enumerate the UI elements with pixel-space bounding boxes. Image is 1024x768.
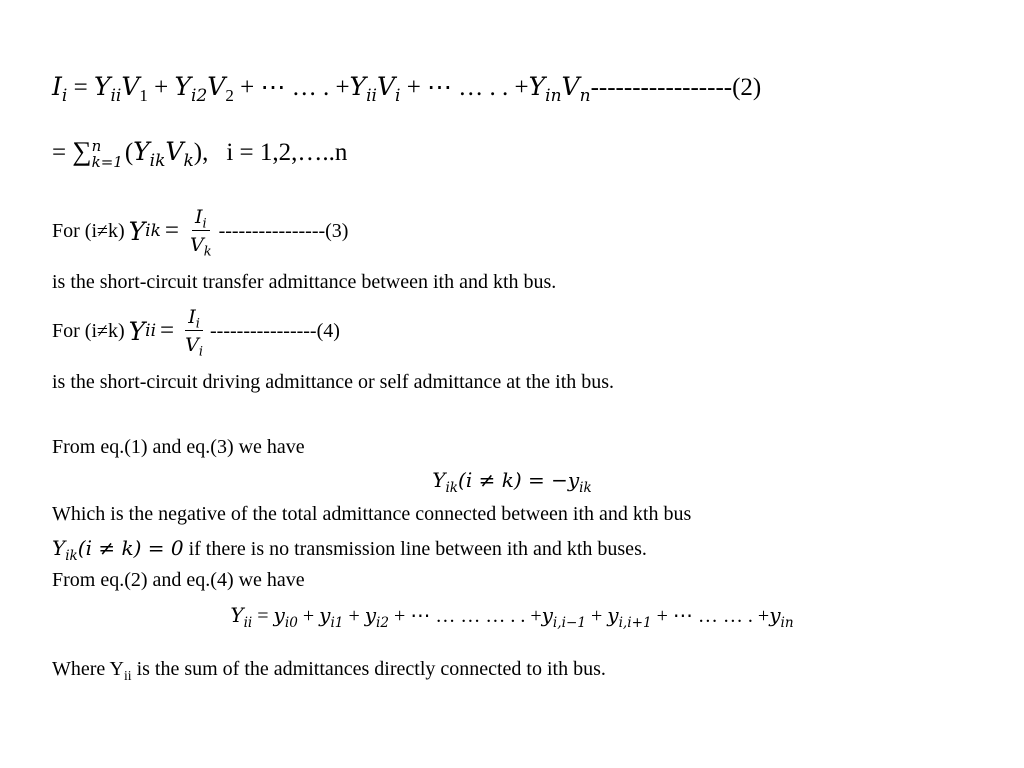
eq2-term3: Y: [349, 72, 367, 101]
eq3-prefix: For (i≠k): [52, 219, 125, 242]
eq4-tag: ----------------(4): [210, 319, 340, 342]
eq5-y2-sub: ik: [579, 479, 592, 496]
eq7-p1: +: [297, 605, 320, 627]
eq7-d-sub: i,i−1: [552, 614, 586, 631]
sum-y-sub: ik: [149, 150, 166, 171]
eq6-y-sub: ik: [65, 547, 78, 564]
sum-lower: k=1: [91, 153, 123, 172]
eq2-ellipsis1: + ⋯ … . +: [233, 74, 350, 101]
eq2-equals: =: [67, 74, 94, 101]
sum-v: V: [165, 137, 184, 166]
eq3-num-sub: i: [202, 216, 207, 232]
text-driving-admittance: is the short-circuit driving admittance or self admittance at the ith bus.: [52, 371, 615, 393]
sigma-symbol: ∑: [72, 136, 92, 166]
eq3-lhs: Y: [128, 216, 146, 246]
equation-3: For (i≠k) Y ik = $\frac{I_i}{V_k}$ ----------------(3): [52, 206, 349, 260]
sum-close: ),: [193, 139, 209, 166]
eq2-term4-sub: in: [545, 85, 562, 106]
eq2-term4-v-sub: n: [579, 85, 591, 106]
eq4-equals: =: [160, 317, 175, 344]
eq2-term4-v: V: [561, 72, 580, 101]
eq7-y: Y: [230, 603, 244, 627]
sum-equals: =: [52, 139, 73, 166]
eq7-a: y: [273, 603, 285, 627]
equation-yii-sum: [0, 603, 1024, 631]
where-pre: Where Y: [52, 658, 124, 680]
eq3-den-sub: k: [203, 244, 212, 260]
sum-y: Y: [133, 137, 150, 166]
eq7-equals: =: [252, 605, 274, 627]
eq2-ellipsis2: + ⋯ … . . +: [400, 74, 529, 101]
eq2-lhs: I: [52, 72, 62, 101]
sum-upper: n: [91, 137, 102, 156]
eq2-term1-v-sub: 1: [139, 85, 148, 105]
sum-v-sub: k: [183, 150, 194, 171]
eq2-tag: -----------------(2): [590, 74, 762, 101]
eq2-lhs-sub: i: [61, 85, 68, 106]
sum-open: (: [124, 139, 134, 166]
eq6-tail: if there is no transmission line between ith and kth buses.: [183, 538, 647, 560]
eq2-term2-v-sub: 2: [225, 85, 234, 105]
eq3-fraction: [187, 206, 215, 260]
eq7-c-sub: i2: [376, 614, 390, 631]
eq7-d: y: [541, 603, 553, 627]
eq2-term1: Y: [93, 72, 111, 101]
eq5-y2: y: [567, 468, 580, 492]
eq4-lhs: Y: [128, 316, 146, 346]
eq2-term2-sub: i2: [191, 85, 208, 106]
equation-4: For (i≠k) Y ii = $\frac{I_i}{V_i}$ ----------------(4): [52, 306, 340, 360]
eq7-e: y: [607, 603, 619, 627]
equation-yik-negative: [0, 468, 1024, 496]
sum-limits: [92, 138, 123, 170]
eq6-y: Y: [52, 536, 66, 560]
eq7-a-sub: i0: [284, 614, 298, 631]
eq2-term4: Y: [528, 72, 546, 101]
eq3-tag: ----------------(3): [218, 219, 349, 242]
eq7-y-sub: ii: [243, 614, 253, 631]
eq4-den-sub: i: [198, 344, 204, 360]
text-from-eq2-eq4: From eq.(2) and eq.(4) we have: [52, 569, 305, 591]
eq3-den: [187, 231, 215, 260]
eq7-f-sub: in: [780, 614, 794, 631]
where-sub: ii: [124, 667, 132, 683]
eq2-term3-v: V: [376, 72, 395, 101]
eq7-f: y: [769, 603, 781, 627]
sum-range: i = 1,2,…..n: [226, 139, 348, 166]
eq4-prefix: For (i≠k): [52, 319, 125, 342]
eq4-num-sub: i: [195, 316, 200, 332]
eq2-term1-v: V: [121, 72, 140, 101]
eq5-y: Y: [432, 468, 446, 492]
eq7-mid: + ⋯ … … … . . +: [389, 605, 542, 627]
eq5-body: (i ≠ k) = −: [458, 468, 568, 492]
text-from-eq1-eq3: From eq.(1) and eq.(3) we have: [52, 436, 305, 458]
eq2-term2-v: V: [207, 72, 226, 101]
equation-2: [52, 72, 762, 106]
eq3-equals: =: [164, 217, 180, 244]
eq2-term2: Y: [174, 72, 192, 101]
eq4-fraction: [182, 306, 206, 360]
eq6-body: (i ≠ k) = 0: [77, 536, 184, 560]
eq7-e-sub: i,i+1: [618, 614, 652, 631]
eq4-den-v: V: [185, 334, 199, 356]
text-negative-total: Which is the negative of the total admittance connected between ith and kth bus: [52, 503, 692, 525]
eq7-mid2: + ⋯ … … . +: [651, 605, 770, 627]
eq7-b-sub: i1: [330, 614, 344, 631]
eq4-den: [182, 331, 206, 360]
where-post: is the sum of the admittances directly connected to ith bus.: [131, 658, 606, 680]
eq7-p3: +: [585, 605, 608, 627]
eq2-term1-sub: ii: [110, 85, 122, 106]
eq7-p2: +: [343, 605, 365, 627]
text-where-yii: [52, 658, 606, 681]
eq7-c: y: [364, 603, 377, 627]
eq2-term3-v-sub: i: [395, 85, 401, 106]
eq2-plus: +: [147, 74, 175, 101]
equation-2-sum: [52, 136, 347, 170]
eq2-term3-sub: ii: [366, 85, 377, 106]
text-transfer-admittance: is the short-circuit transfer admittance between ith and kth bus.: [52, 271, 557, 293]
eq4-num-i: I: [188, 306, 196, 328]
eq5-y-sub: ik: [445, 479, 459, 496]
eq3-den-v: V: [190, 234, 204, 256]
eq4-num: [185, 306, 203, 331]
equation-yik-zero: [52, 536, 647, 564]
eq7-b: y: [319, 603, 331, 627]
eq3-num: [192, 206, 210, 231]
eq3-num-i: I: [194, 206, 203, 228]
